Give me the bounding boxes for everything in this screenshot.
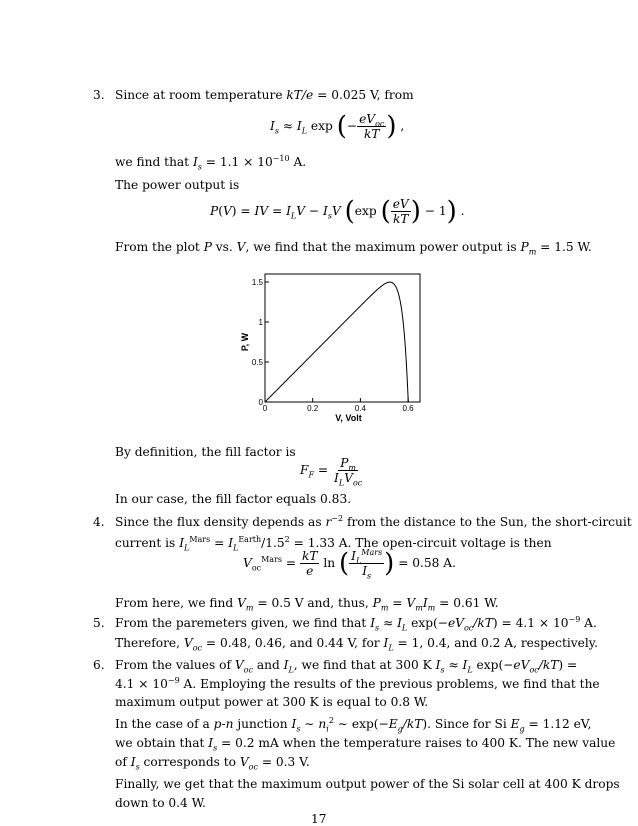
item3-line3: The power output is [115, 178, 240, 192]
item3-line2: we find that $I_s = 1.1 \times 10^{-10}$ A. [115, 153, 307, 172]
x-tick-label: 0.2 [307, 404, 319, 413]
item6-line6: of $I_s$ corresponds to $V_{oc} = 0.3$ V. [115, 755, 310, 772]
item6-line1: From the values of $V_{oc}$ and $I_L$, we find that at 300 K $I_s \approx I_L$ $\exp(-eV_{oc}/kT)$ = [115, 658, 578, 675]
equation-voc-mars: $V_{oc}^{Mars}$ = $\frac{kT}{e}$ ln ( $\frac{I_L^{Mars}}{I_s}$ ) = 0.58 A. [243, 547, 456, 581]
item5-line2: Therefore, $V_{oc} = 0.48$, 0.46, and 0.44 V, for $I_L = 1$, 0.4, and 0.2 A, respectively. [115, 636, 598, 653]
y-tick-label: 0.5 [251, 358, 263, 367]
item3-number: 3. [93, 88, 105, 102]
y-tick-label: 1 [258, 318, 263, 327]
item4-line1: Since the flux density depends as $r^{-2}$ from the distance to the Sun, the short-circuit [115, 513, 632, 529]
item4-line3: From here, we find $V_m = 0.5$ V and, thus, $P_m = V_mI_m = 0.61$ W. [115, 596, 499, 613]
x-tick-label: 0.6 [402, 404, 414, 413]
page-number: 17 [311, 812, 327, 826]
x-tick-label: 0 [262, 404, 268, 413]
item3-line1: Since at room temperature kT/e = 0.025 V, from [115, 88, 414, 102]
item6-line5: we obtain that $I_s = 0.2$ mA when the temperature raises to 400 K. The new value [115, 736, 616, 753]
item6-line4: In the case of a p-n junction $I_s$ ∼ $n_i^2$ ∼ $\exp(-E_g/kT)$. Since for Si $E_g = 1.12$ eV, [115, 715, 592, 734]
fill-line1: By definition, the fill factor is [115, 445, 296, 459]
item3-line4: From the plot P vs. V, we find that the maximum power output is $P_m = 1.5$ W. [115, 240, 592, 257]
power-voltage-chart [232, 270, 432, 430]
item6-number: 6. [93, 658, 105, 672]
power-curve [265, 282, 408, 402]
x-axis-label: V, Volt [335, 413, 362, 423]
equation-power: P(V) = IV = $I_LV - I_sV$ (exp ( $\frac{eV}{kT}$ ) − 1) . [210, 196, 465, 227]
item6-line8: down to 0.4 W. [115, 796, 206, 810]
item4-number: 4. [93, 515, 105, 529]
y-tick-label: 0 [258, 398, 263, 407]
item6-line3: maximum output power at 300 K is equal to 0.8 W. [115, 695, 429, 709]
y-axis-label: P, W [240, 332, 250, 352]
item4-line2: current is $I_L^{Mars} = I_L^{Earth}/1.5^2 = 1.33$ A. The open-circuit voltage is then [115, 534, 552, 553]
item5-number: 5. [93, 616, 105, 630]
item6-line2: $4.1 \times 10^{-9}$ A. Employing the results of the previous problems, we find that the [115, 675, 600, 691]
item6-line7: Finally, we get that the maximum output power of the Si solar cell at 400 K drops [115, 777, 620, 791]
item5-line1: From the paremeters given, we find that $I_s \approx I_L$ $\exp(-eV_{oc}/kT) = 4.1 \times 10^{-9}$ A. [115, 614, 597, 633]
equation-fill-factor: $F_F$ = $\frac{P_m}{I_LV_{oc}}$ [300, 456, 363, 488]
x-tick-label: 0.4 [354, 404, 366, 413]
plot-frame [265, 274, 420, 402]
y-tick-label: 1.5 [251, 278, 263, 287]
equation-is: $I_s \approx I_L$ exp (− $\frac{eV_{oc}}{kT}$ ) , [270, 111, 405, 142]
fill-line2: In our case, the fill factor equals 0.83. [115, 492, 352, 506]
